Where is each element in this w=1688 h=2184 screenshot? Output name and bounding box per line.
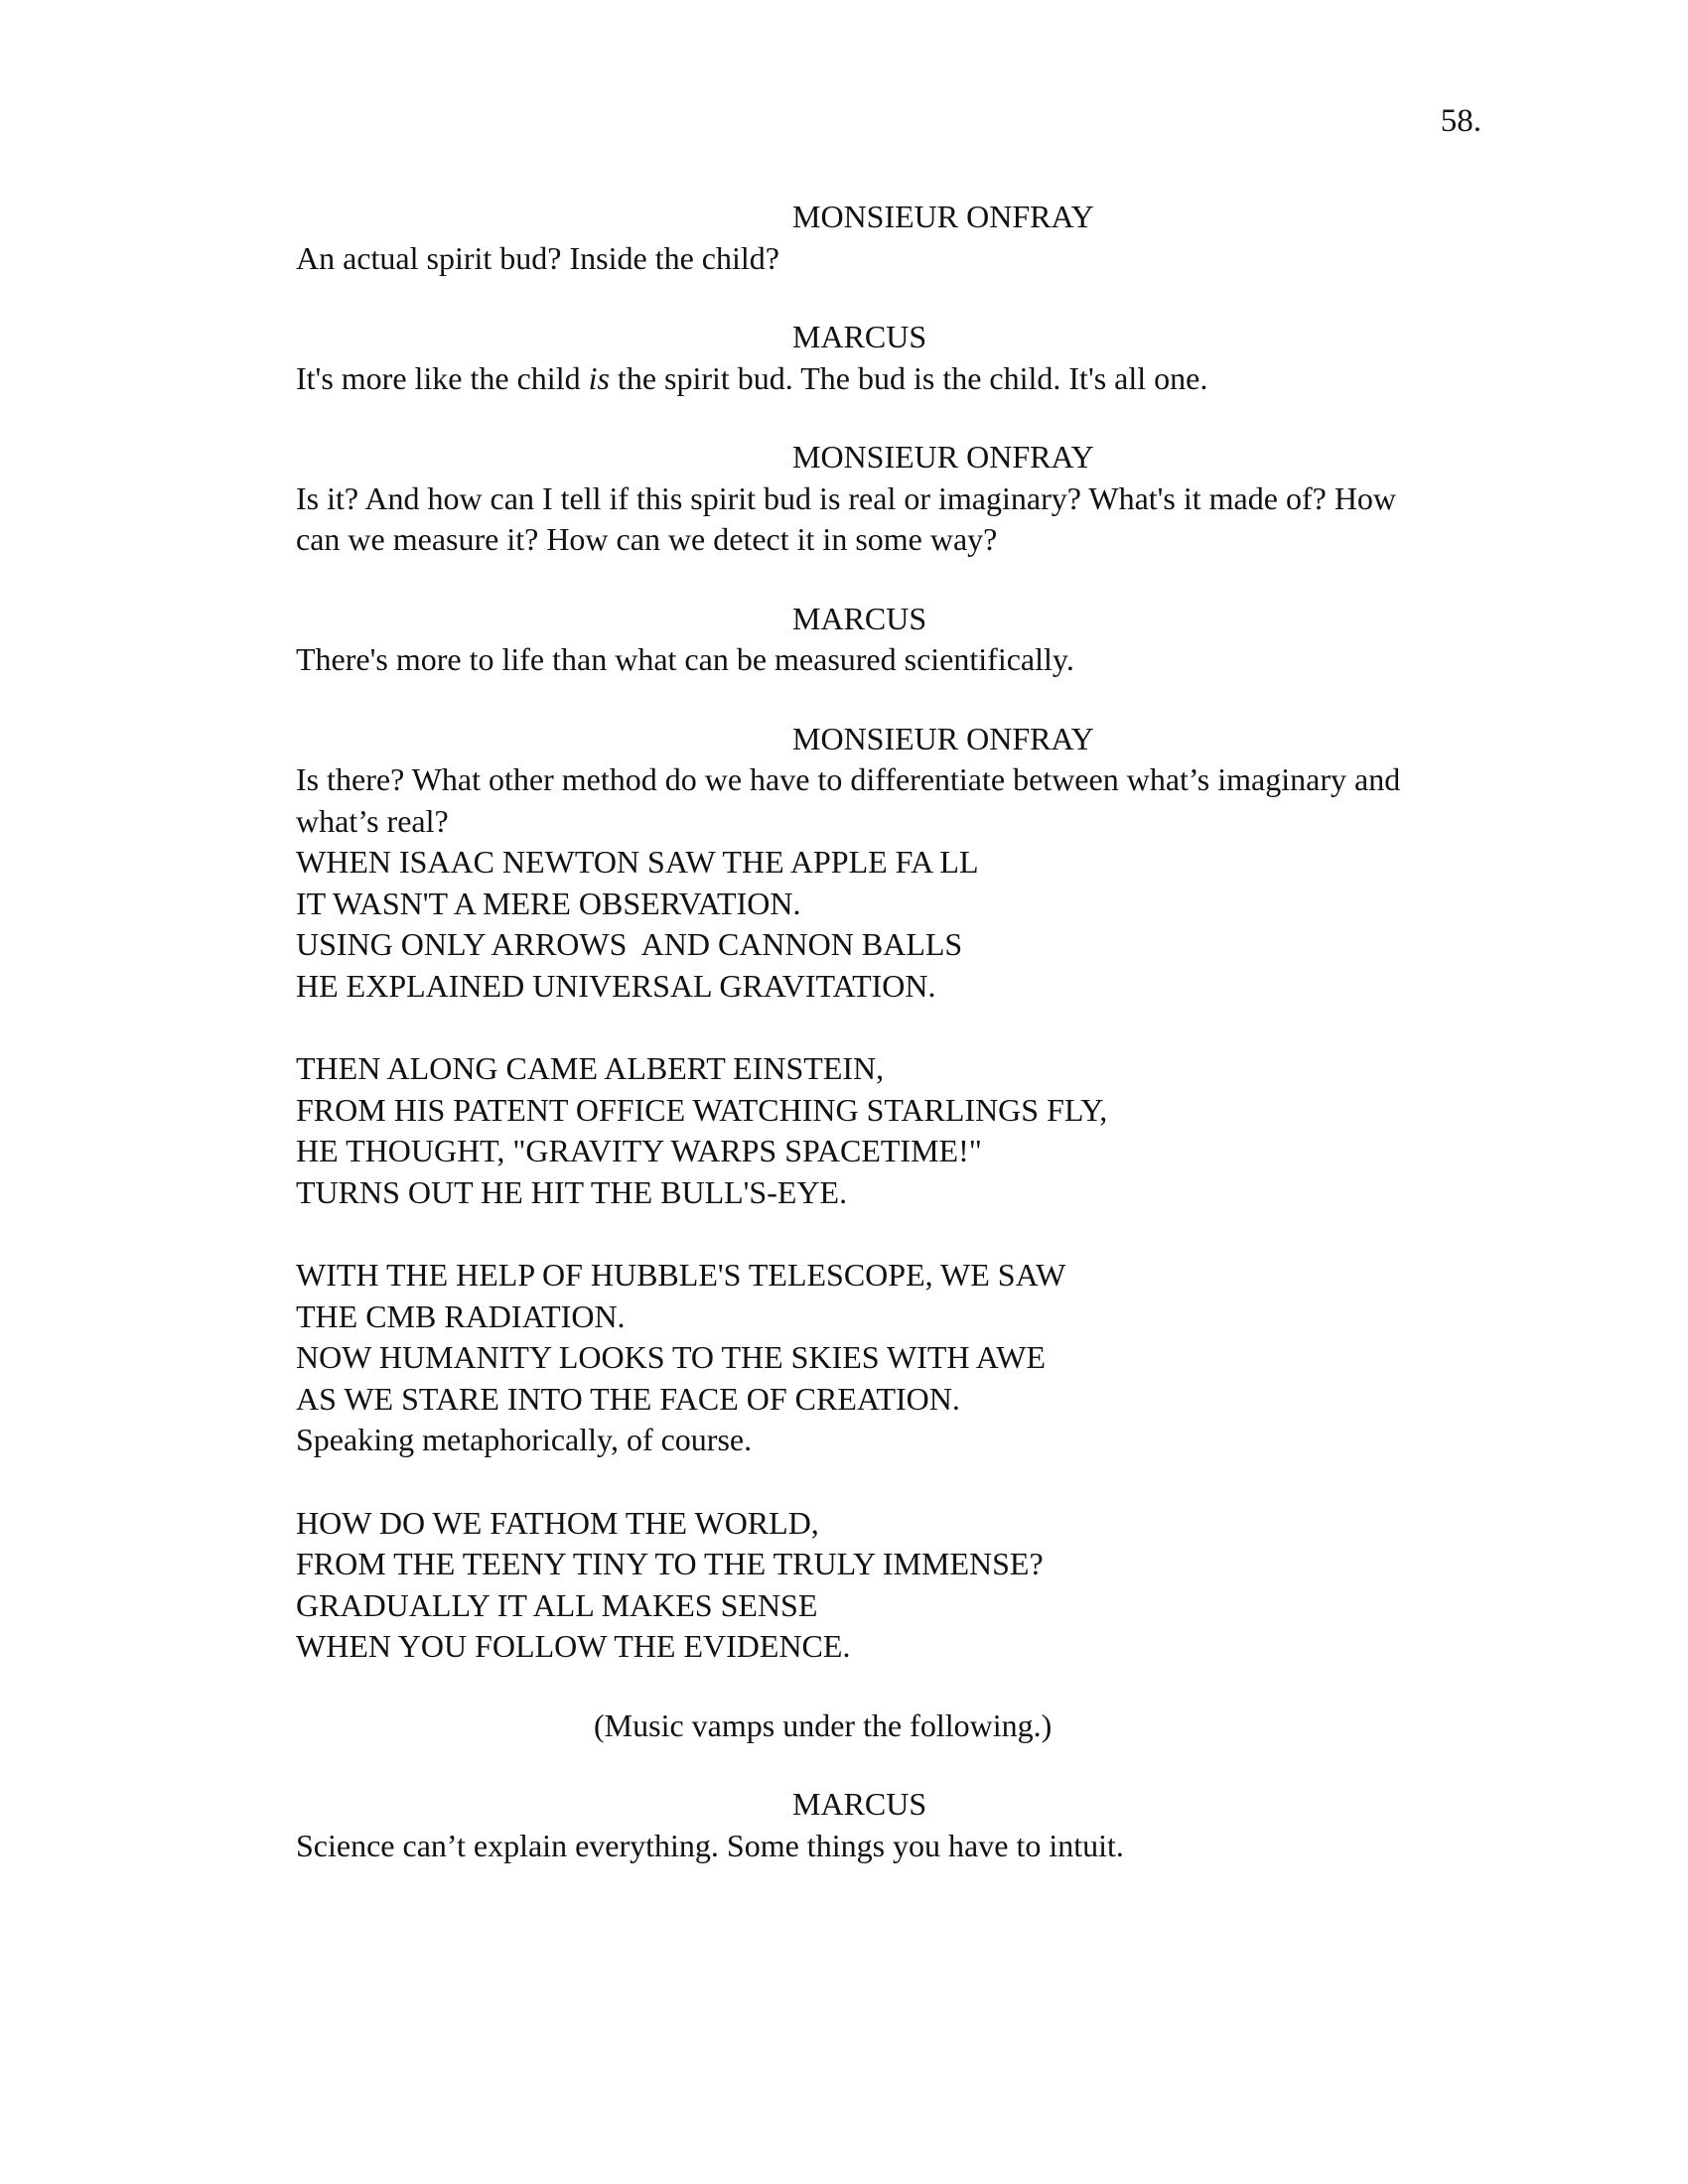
- lyric-line: WITH THE HELP OF HUBBLE'S TELESCOPE, WE SAW: [296, 1257, 1066, 1293]
- lyric-verse: [296, 1048, 1487, 1213]
- lyric-line: USING ONLY ARROWS AND CANNON BALLS: [296, 926, 963, 962]
- page-number: 58.: [1440, 103, 1481, 139]
- dialogue-block: [296, 1784, 1487, 1866]
- emphasis-text: is: [588, 359, 610, 396]
- lyric-line: GRADUALLY IT ALL MAKES SENSE: [296, 1586, 818, 1623]
- character-name: MARCUS: [792, 600, 927, 636]
- dialogue-line: [296, 358, 1487, 400]
- lyric-line: NOW HUMANITY LOOKS TO THE SKIES WITH AWE: [296, 1339, 1047, 1375]
- dialogue-block: [296, 197, 1487, 279]
- lyric-line: HE THOUGHT, "GRAVITY WARPS SPACETIME!": [296, 1133, 982, 1168]
- lyric-line: TURNS OUT HE HIT THE BULL'S-EYE.: [296, 1173, 848, 1210]
- lyric-line: Speaking metaphorically, of course.: [296, 1422, 753, 1457]
- character-name: MONSIEUR ONFRAY: [792, 720, 1094, 756]
- lyric-line: THEN ALONG CAME ALBERT EINSTEIN,: [296, 1050, 885, 1086]
- lyric-line: HOW DO WE FATHOM THE WORLD,: [296, 1504, 819, 1541]
- dialogue-line: Science can’t explain everything. Some things you have to intuit.: [296, 1827, 1124, 1863]
- lyric-line: WHEN YOU FOLLOW THE EVIDENCE.: [296, 1628, 851, 1664]
- stage-direction-text: (Music vamps under the following.): [594, 1706, 1053, 1743]
- lyric-line: FROM HIS PATENT OFFICE WATCHING STARLINGS FLY,: [296, 1091, 1108, 1128]
- lyric-line: IT WASN'T A MERE OBSERVATION.: [296, 885, 801, 921]
- dialogue-block: [296, 719, 1487, 1668]
- dialogue-block: [296, 437, 1487, 561]
- lyric-line: HE EXPLAINED UNIVERSAL GRAVITATION.: [296, 967, 936, 1004]
- lyric-line: WHEN ISAAC NEWTON SAW THE APPLE FA LL: [296, 844, 979, 880]
- stage-direction: [594, 1706, 1487, 1747]
- dialogue-block: [296, 599, 1487, 681]
- character-name: MARCUS: [792, 1786, 927, 1822]
- lyric-verse: [296, 842, 1487, 1007]
- lyric-line: THE CMB RADIATION.: [296, 1297, 626, 1334]
- dialogue-line: Is there? What other method do we have to differentiate between what’s imaginary and: [296, 761, 1401, 797]
- dialogue-text: It's more like the child: [296, 359, 589, 396]
- dialogue-text: the spirit bud. The bud is the child. It's all one.: [609, 359, 1208, 396]
- dialogue-line: Is it? And how can I tell if this spirit bud is real or imaginary? What's it made of? How: [296, 479, 1397, 516]
- dialogue-line: An actual spirit bud? Inside the child?: [296, 239, 779, 276]
- lyric-verse: [296, 1503, 1487, 1668]
- dialogue-line: what’s real?: [296, 802, 449, 839]
- dialogue-line: can we measure it? How can we detect it in some way?: [296, 521, 998, 557]
- character-name: MONSIEUR ONFRAY: [792, 439, 1094, 475]
- script-body: [296, 197, 1487, 1904]
- lyric-line: FROM THE TEENY TINY TO THE TRULY IMMENSE?: [296, 1546, 1044, 1581]
- dialogue-line: There's more to life than what can be measured scientifically.: [296, 641, 1074, 677]
- dialogue-block: [296, 317, 1487, 399]
- lyric-verse: [296, 1255, 1487, 1461]
- character-name: MONSIEUR ONFRAY: [792, 199, 1094, 234]
- character-name: MARCUS: [792, 319, 927, 354]
- lyric-line: AS WE STARE INTO THE FACE OF CREATION.: [296, 1380, 960, 1417]
